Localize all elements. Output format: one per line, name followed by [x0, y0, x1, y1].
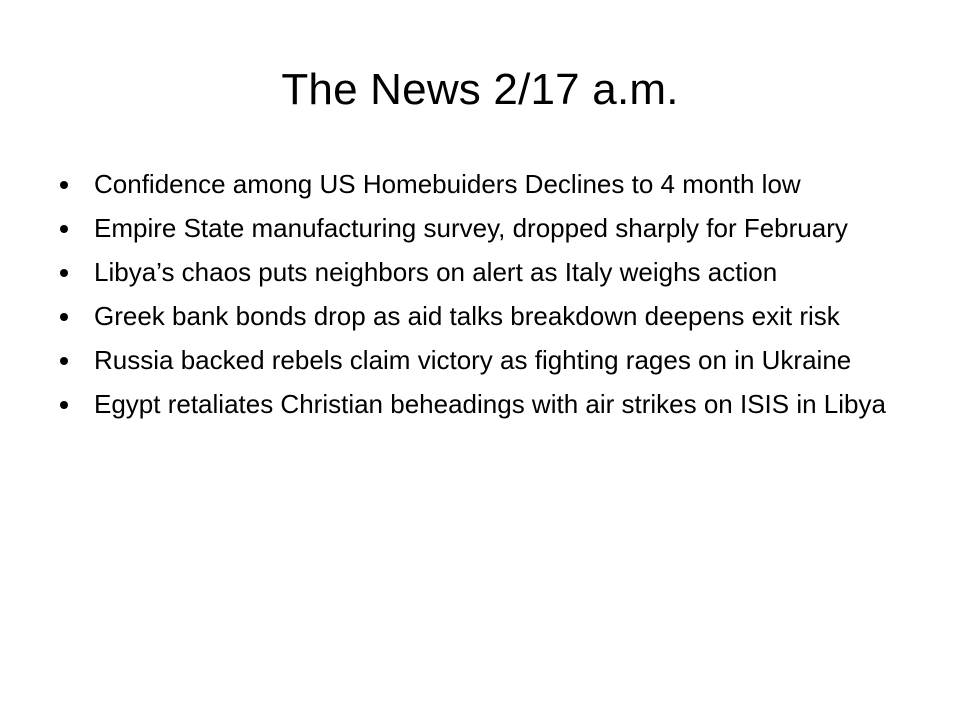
bullet-item: [58, 168, 918, 200]
bullet-item: [58, 256, 918, 288]
slide-title: The News 2/17 a.m.: [281, 65, 679, 114]
bullet-dot-icon: [60, 313, 68, 321]
bullet-text: Egypt retaliates Christian beheadings with air strikes on ISIS in Libya: [94, 389, 886, 419]
bullet-item: [58, 344, 918, 376]
bullet-item: [58, 212, 918, 244]
bullet-dot-icon: [60, 181, 68, 189]
bullet-list: [58, 168, 918, 432]
bullet-text: Libya’s chaos puts neighbors on alert as Italy weighs action: [94, 257, 778, 287]
bullet-text: Russia backed rebels claim victory as fighting rages on in Ukraine: [94, 345, 852, 375]
bullet-item: [58, 388, 918, 420]
bullet-dot-icon: [60, 269, 68, 277]
bullet-text: Confidence among US Homebuiders Declines to 4 month low: [94, 169, 801, 199]
bullet-dot-icon: [60, 401, 68, 409]
bullet-text: Empire State manufacturing survey, dropped sharply for February: [94, 213, 848, 243]
bullet-item: [58, 300, 918, 332]
bullet-dot-icon: [60, 357, 68, 365]
bullet-text: Greek bank bonds drop as aid talks breakdown deepens exit risk: [94, 301, 840, 331]
bullet-dot-icon: [60, 225, 68, 233]
